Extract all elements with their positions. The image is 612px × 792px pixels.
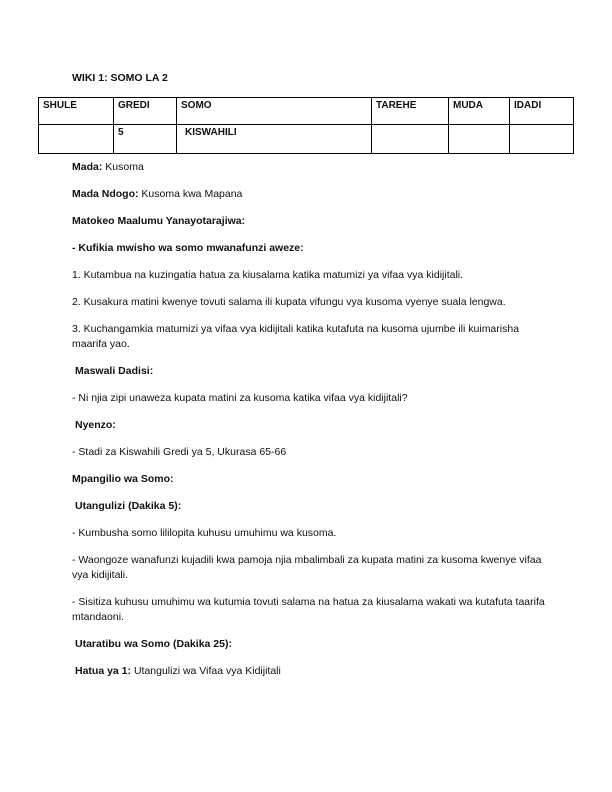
table-row — [39, 125, 574, 154]
utaratibu-heading: Utaratibu wa Somo (Dakika 25): — [75, 638, 232, 650]
mada-value: Kusoma — [102, 161, 144, 173]
table-cell — [372, 125, 449, 154]
mada-line — [72, 160, 552, 175]
hatua-label: Hatua ya 1: — [75, 665, 132, 677]
utangulizi-item: - Kumbusha somo lililopita kuhusu umuhimu wa kusoma. — [72, 527, 337, 539]
table-cell: 5 — [114, 125, 177, 154]
table-header-cell: SHULE — [39, 98, 114, 125]
mada-ndogo-line — [72, 187, 552, 202]
utangulizi-heading: Utangulizi (Dakika 5): — [75, 500, 182, 512]
table-header-cell: TAREHE — [372, 98, 449, 125]
kufikia-line: - Kufikia mwisho wa somo mwanafunzi aweze: — [72, 242, 304, 254]
mada-ndogo-value: Kusoma kwa Mapana — [138, 188, 243, 200]
table-cell — [39, 125, 114, 154]
utangulizi-item: - Sisitiza kuhusu umuhimu wa kutumia tovuti salama na hatua za kiusalama wakati wa kutafuta taarifa mtandaoni. — [72, 596, 545, 623]
table-header-cell: GREDI — [114, 98, 177, 125]
hatua-line — [72, 664, 552, 679]
mada-label: Mada: — [72, 161, 103, 173]
hatua-value: Utangulizi wa Vifaa vya Kidijitali — [131, 665, 281, 677]
table-header-cell: SOMO — [177, 98, 372, 125]
lesson-info-table — [38, 97, 574, 154]
matokeo-heading: Matokeo Maalumu Yanayotarajiwa: — [72, 215, 246, 227]
maswali-line: - Ni njia zipi unaweza kupata matini za kusoma katika vifaa vya kidijitali? — [72, 392, 408, 404]
utangulizi-item: - Waongoze wanafunzi kujadili kwa pamoja njia mbalimbali za kupata matini za kusoma kwenye vifaa vya kidijitali. — [72, 554, 542, 581]
mpangilio-heading: Mpangilio wa Somo: — [72, 473, 174, 485]
table-header-cell: IDADI — [510, 98, 574, 125]
outcome-item: 3. Kuchangamkia matumizi ya vifaa vya kidijitali katika kutafuta na kusoma ujumbe ili kuimarisha maarifa yao. — [72, 323, 520, 350]
mada-ndogo-label: Mada Ndogo: — [72, 188, 139, 200]
maswali-heading: Maswali Dadisi: — [75, 365, 154, 377]
table-header-row — [39, 98, 574, 125]
nyenzo-line: - Stadi za Kiswahili Gredi ya 5, Ukurasa 65-66 — [72, 446, 287, 458]
table-header-cell: MUDA — [449, 98, 510, 125]
outcome-item: 2. Kusakura matini kwenye tovuti salama ili kupata vifungu vya kusoma vyenye suala lengwa. — [72, 296, 506, 308]
table-cell — [449, 125, 510, 154]
lesson-body — [72, 160, 552, 691]
table-cell: KISWAHILI — [177, 125, 372, 154]
nyenzo-heading: Nyenzo: — [75, 419, 116, 431]
week-lesson-title: WIKI 1: SOMO LA 2 — [72, 72, 168, 84]
outcome-item: 1. Kutambua na kuzingatia hatua za kiusalama katika matumizi ya vifaa vya kidijitali. — [72, 269, 464, 281]
table-cell — [510, 125, 574, 154]
